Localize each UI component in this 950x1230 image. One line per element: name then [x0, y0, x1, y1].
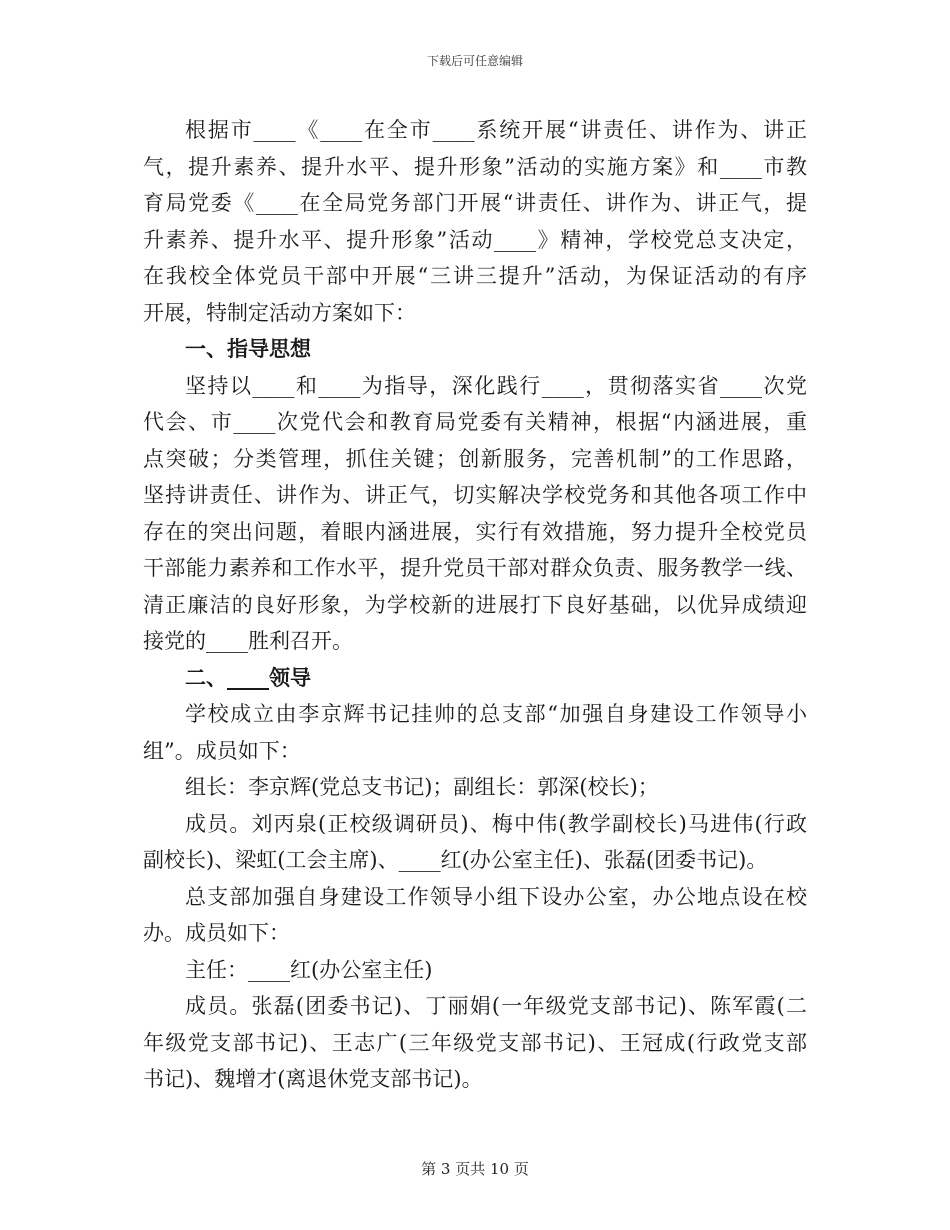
- paragraph: [143, 112, 807, 331]
- paragraph-line: 代会、市____次党代会和教育局党委有关精神，根据“内涵进展，重: [143, 410, 807, 434]
- page-footer: 第 3 页共 10 页: [421, 1160, 529, 1178]
- paragraph-line: 书记)、魏增才(离退休党支部书记)。: [143, 1067, 483, 1091]
- paragraph-line: 点突破；分类管理，抓住关键；创新服务，完善机制”的工作思路，: [143, 446, 807, 471]
- paragraph-line: 存在的突出问题，着眼内涵进展，实行有效措施，努力提升全校党员: [143, 519, 807, 544]
- paragraph-line: 干部能力素养和工作水平，提升党员干部对群众负责、服务教学一线、: [143, 556, 807, 580]
- paragraph: [143, 769, 807, 806]
- paragraph-line: 气，提升素养、提升水平、提升形象”活动的实施方案》和____市教: [143, 154, 807, 179]
- paragraph: [143, 696, 807, 769]
- paragraph: [143, 879, 807, 952]
- paragraph: [143, 988, 807, 1098]
- section-heading: [143, 660, 807, 697]
- paragraph-line: 在我校全体党员干部中开展“三讲三提升”活动，为保证活动的有序: [143, 264, 807, 288]
- paragraph-line: 主任：____红(办公室主任): [185, 957, 433, 982]
- paragraph-line: 清正廉洁的良好形象，为学校新的进展打下良好基础，以优异成绩迎: [143, 592, 807, 617]
- paragraph-line: 成员。刘丙泉(正校级调研员)、梅中伟(教学副校长)马进伟(行政: [185, 811, 807, 836]
- paragraph-line: 开展，特制定活动方案如下：: [143, 300, 416, 325]
- paragraph-line: 总支部加强自身建设工作领导小组下设办公室，办公地点设在校: [185, 884, 807, 909]
- paragraph-line: 根据市____《____在全市____系统开展“讲责任、讲作为、讲正: [185, 118, 807, 142]
- paragraph-line: 组”。成员如下：: [143, 738, 301, 763]
- paragraph-line: 升素养、提升水平、提升形象”活动____》精神，学校党总支决定，: [143, 227, 807, 252]
- paragraph-line: 坚持讲责任、讲作为、讲正气，切实解决学校党务和其他各项工作中: [143, 483, 807, 507]
- paragraph-line: 接党的____胜利召开。: [143, 629, 353, 653]
- paragraph-line: 学校成立由李京辉书记挂帅的总支部“加强自身建设工作领导小: [185, 702, 807, 726]
- paragraph-line: 成员。张磊(团委书记)、丁丽娟(一年级党支部书记)、陈军霞(二: [185, 994, 807, 1018]
- paragraph: [143, 952, 807, 989]
- heading-text: 一、指导思想: [185, 337, 311, 361]
- page-header: 下载后可任意编辑: [426, 54, 523, 68]
- paragraph-line: 坚持以____和____为指导，深化践行____，贯彻落实省____次党: [185, 373, 807, 398]
- paragraph: [143, 806, 807, 879]
- paragraph-line: 副校长)、梁虹(工会主席)、____红(办公室主任)、张磊(团委书记)。: [143, 848, 768, 872]
- document-body: [143, 112, 807, 1098]
- paragraph-line: 组长：李京辉(党总支书记)；副组长：郭深(校长)；: [185, 775, 659, 799]
- paragraph-line: 年级党支部书记)、王志广(三年级党支部书记)、王冠成(行政党支部: [143, 1030, 807, 1055]
- paragraph: [143, 368, 807, 660]
- paragraph-line: 办。成员如下：: [143, 921, 290, 945]
- section-heading: [143, 331, 807, 368]
- paragraph-line: 育局党委《____在全局党务部门开展“讲责任、讲作为、讲正气，提: [143, 191, 807, 215]
- heading-text: 二、____领导: [185, 665, 311, 690]
